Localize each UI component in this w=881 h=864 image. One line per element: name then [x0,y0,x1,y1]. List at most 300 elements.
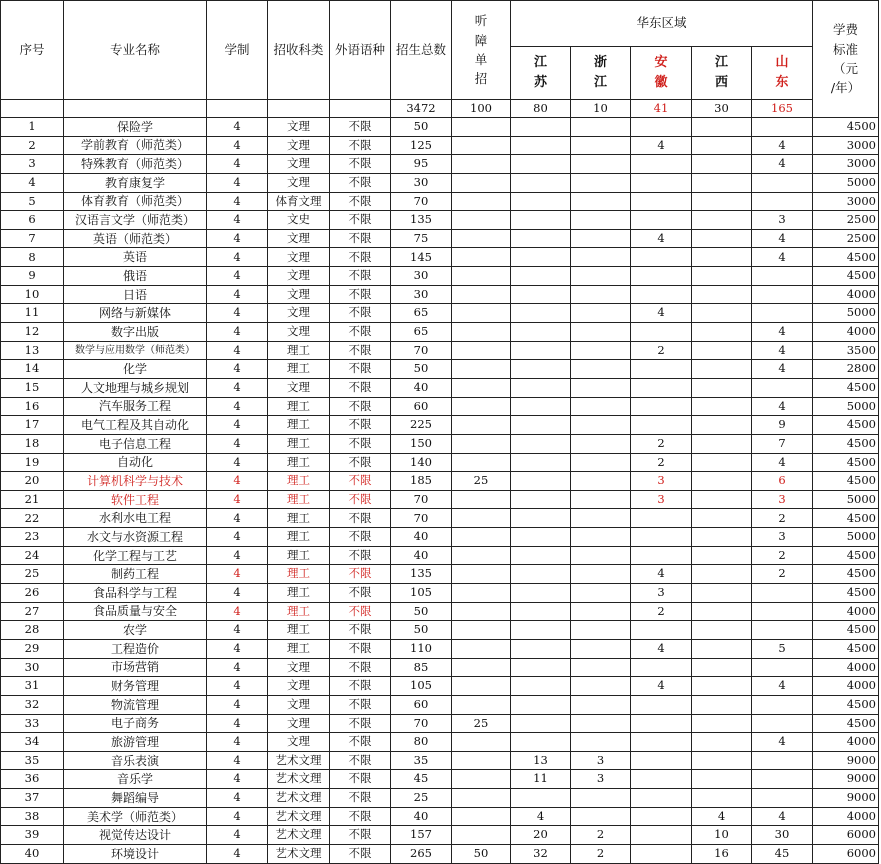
row-fee: 4000 [813,285,879,304]
row-jiangxi: 10 [692,826,752,845]
row-fee: 9000 [813,789,879,808]
major-name: 软件工程 [64,490,207,509]
row-jiangxi [692,118,752,137]
major-name: 英语（师范类） [64,229,207,248]
row-fee: 9000 [813,770,879,789]
row-anhui [631,789,692,808]
row-fee: 4500 [813,434,879,453]
row-anhui [631,397,692,416]
row-number: 16 [1,397,64,416]
row-jiangsu [511,789,571,808]
row-shandong [752,695,813,714]
row-shandong [752,789,813,808]
row-fee: 4500 [813,565,879,584]
row-jiangxi [692,658,752,677]
row-jiangxi [692,733,752,752]
totals-blank [1,100,64,118]
row-deaf [452,621,511,640]
row-anhui [631,323,692,342]
row-number: 20 [1,472,64,491]
row-anhui [631,267,692,286]
row-shandong: 9 [752,416,813,435]
row-jiangxi [692,360,752,379]
row-jiangsu: 11 [511,770,571,789]
row-years: 4 [207,751,268,770]
row-subject: 文理 [268,118,330,137]
row-jiangsu: 20 [511,826,571,845]
row-number: 36 [1,770,64,789]
row-number: 1 [1,118,64,137]
row-fee: 3000 [813,155,879,174]
row-years: 4 [207,807,268,826]
row-number: 17 [1,416,64,435]
row-deaf [452,565,511,584]
row-number: 23 [1,528,64,547]
row-total: 185 [391,472,452,491]
row-deaf [452,639,511,658]
row-jiangsu [511,248,571,267]
row-number: 12 [1,323,64,342]
row-number: 39 [1,826,64,845]
row-years: 4 [207,248,268,267]
row-shandong: 4 [752,453,813,472]
row-jiangxi [692,472,752,491]
row-language: 不限 [330,285,391,304]
row-years: 4 [207,118,268,137]
row-jiangxi [692,248,752,267]
row-deaf [452,826,511,845]
row-number: 10 [1,285,64,304]
row-total: 70 [391,714,452,733]
row-shandong: 4 [752,323,813,342]
row-language: 不限 [330,658,391,677]
row-zhejiang [571,509,631,528]
row-jiangsu [511,229,571,248]
row-jiangxi [692,453,752,472]
row-subject: 艺术文理 [268,789,330,808]
row-subject: 文理 [268,323,330,342]
row-jiangxi [692,528,752,547]
row-jiangxi [692,211,752,230]
major-name: 化学 [64,360,207,379]
row-number: 19 [1,453,64,472]
row-anhui [631,714,692,733]
major-name: 视觉传达设计 [64,826,207,845]
row-jiangsu [511,490,571,509]
major-name: 美术学（师范类） [64,807,207,826]
row-deaf [452,397,511,416]
row-shandong: 5 [752,639,813,658]
row-language: 不限 [330,453,391,472]
row-jiangxi [692,323,752,342]
table-row [1,118,879,137]
major-name: 工程造价 [64,639,207,658]
row-shandong [752,602,813,621]
row-language: 不限 [330,136,391,155]
row-deaf [452,341,511,360]
row-fee: 4500 [813,472,879,491]
row-language: 不限 [330,584,391,603]
row-zhejiang [571,695,631,714]
row-shandong: 3 [752,490,813,509]
row-language: 不限 [330,677,391,696]
row-number: 24 [1,546,64,565]
row-shandong: 4 [752,248,813,267]
row-anhui: 4 [631,677,692,696]
row-subject: 理工 [268,453,330,472]
row-jiangsu [511,416,571,435]
row-jiangxi [692,789,752,808]
row-total: 135 [391,565,452,584]
row-subject: 文理 [268,267,330,286]
row-number: 11 [1,304,64,323]
row-zhejiang [571,658,631,677]
row-deaf [452,751,511,770]
major-name: 电气工程及其自动化 [64,416,207,435]
row-deaf [452,584,511,603]
row-deaf [452,285,511,304]
row-number: 14 [1,360,64,379]
row-shandong [752,378,813,397]
row-jiangxi [692,602,752,621]
row-language: 不限 [330,733,391,752]
row-anhui [631,770,692,789]
major-name: 财务管理 [64,677,207,696]
header-years: 学制 [207,1,268,100]
row-deaf [452,136,511,155]
row-anhui [631,733,692,752]
row-subject: 理工 [268,397,330,416]
row-number: 26 [1,584,64,603]
row-language: 不限 [330,695,391,714]
row-jiangxi [692,621,752,640]
row-jiangsu [511,118,571,137]
row-years: 4 [207,584,268,603]
row-deaf [452,789,511,808]
row-fee: 2800 [813,360,879,379]
row-total: 50 [391,602,452,621]
row-number: 9 [1,267,64,286]
row-years: 4 [207,453,268,472]
row-years: 4 [207,770,268,789]
table-row [1,360,879,379]
row-anhui: 2 [631,453,692,472]
row-shandong [752,584,813,603]
row-shandong: 3 [752,528,813,547]
row-jiangxi [692,397,752,416]
totals-blank [330,100,391,118]
row-subject: 理工 [268,341,330,360]
row-number: 6 [1,211,64,230]
row-number: 3 [1,155,64,174]
row-language: 不限 [330,229,391,248]
row-years: 4 [207,621,268,640]
row-total: 70 [391,192,452,211]
row-fee: 4500 [813,378,879,397]
row-deaf [452,360,511,379]
row-total: 105 [391,584,452,603]
row-deaf [452,770,511,789]
row-years: 4 [207,378,268,397]
row-total: 70 [391,341,452,360]
major-name: 音乐学 [64,770,207,789]
row-jiangxi [692,565,752,584]
major-name: 数学与应用数学（师范类） [64,341,207,360]
row-zhejiang [571,173,631,192]
row-total: 225 [391,416,452,435]
row-years: 4 [207,341,268,360]
table-row [1,602,879,621]
row-fee: 2500 [813,211,879,230]
table-row [1,136,879,155]
row-anhui [631,658,692,677]
table-row [1,658,879,677]
row-jiangsu [511,341,571,360]
row-language: 不限 [330,173,391,192]
row-jiangxi [692,341,752,360]
row-jiangsu [511,360,571,379]
row-language: 不限 [330,267,391,286]
row-deaf [452,323,511,342]
row-fee: 4000 [813,677,879,696]
table-row [1,341,879,360]
row-jiangxi: 4 [692,807,752,826]
row-total: 30 [391,285,452,304]
row-language: 不限 [330,807,391,826]
row-zhejiang [571,360,631,379]
row-jiangsu [511,304,571,323]
row-years: 4 [207,173,268,192]
row-subject: 理工 [268,528,330,547]
table-row [1,677,879,696]
table-row [1,304,879,323]
row-shandong: 30 [752,826,813,845]
row-language: 不限 [330,323,391,342]
row-language: 不限 [330,378,391,397]
row-language: 不限 [330,397,391,416]
major-name: 英语 [64,248,207,267]
row-years: 4 [207,565,268,584]
totals-province: 165 [752,100,813,118]
row-fee: 4500 [813,546,879,565]
row-total: 105 [391,677,452,696]
row-jiangxi [692,584,752,603]
row-jiangsu [511,211,571,230]
header-province: 江 西 [692,47,752,100]
row-subject: 文理 [268,695,330,714]
row-jiangxi [692,695,752,714]
row-fee: 4500 [813,118,879,137]
row-years: 4 [207,639,268,658]
major-name: 人文地理与城乡规划 [64,378,207,397]
table-row [1,472,879,491]
table-row [1,285,879,304]
table-row [1,453,879,472]
row-language: 不限 [330,602,391,621]
row-number: 30 [1,658,64,677]
major-name: 水文与水资源工程 [64,528,207,547]
row-zhejiang [571,528,631,547]
row-anhui [631,173,692,192]
row-anhui [631,378,692,397]
row-jiangsu [511,546,571,565]
row-fee: 4500 [813,453,879,472]
row-number: 34 [1,733,64,752]
table-row [1,155,879,174]
totals-blank [268,100,330,118]
table-row [1,789,879,808]
row-fee: 4500 [813,584,879,603]
table-row [1,733,879,752]
row-number: 32 [1,695,64,714]
row-jiangsu [511,434,571,453]
row-zhejiang [571,602,631,621]
row-subject: 艺术文理 [268,770,330,789]
row-deaf [452,490,511,509]
row-years: 4 [207,733,268,752]
table-row [1,229,879,248]
major-name: 食品质量与安全 [64,602,207,621]
row-anhui [631,360,692,379]
row-language: 不限 [330,714,391,733]
major-name: 日语 [64,285,207,304]
row-total: 25 [391,789,452,808]
row-language: 不限 [330,528,391,547]
row-jiangxi [692,416,752,435]
header-seq: 序号 [1,1,64,100]
row-language: 不限 [330,341,391,360]
row-number: 18 [1,434,64,453]
row-total: 140 [391,453,452,472]
row-anhui [631,509,692,528]
row-deaf [452,453,511,472]
row-subject: 艺术文理 [268,807,330,826]
row-shandong: 4 [752,341,813,360]
row-anhui [631,621,692,640]
row-jiangsu [511,155,571,174]
row-total: 150 [391,434,452,453]
row-jiangxi [692,490,752,509]
row-subject: 文理 [268,733,330,752]
row-total: 65 [391,323,452,342]
row-number: 4 [1,173,64,192]
table-row [1,173,879,192]
row-jiangxi [692,267,752,286]
row-language: 不限 [330,155,391,174]
row-zhejiang [571,565,631,584]
row-zhejiang [571,248,631,267]
row-language: 不限 [330,826,391,845]
row-jiangxi [692,173,752,192]
totals-province: 10 [571,100,631,118]
row-years: 4 [207,472,268,491]
table-row [1,267,879,286]
row-number: 21 [1,490,64,509]
row-number: 33 [1,714,64,733]
row-deaf [452,173,511,192]
row-jiangsu [511,509,571,528]
row-deaf [452,378,511,397]
row-anhui [631,844,692,863]
row-number: 13 [1,341,64,360]
row-zhejiang [571,472,631,491]
row-number: 2 [1,136,64,155]
major-name: 音乐表演 [64,751,207,770]
header-deaf: 听 障 单 招 [452,1,511,100]
row-zhejiang [571,397,631,416]
row-years: 4 [207,826,268,845]
row-anhui [631,751,692,770]
row-fee: 5000 [813,397,879,416]
row-subject: 理工 [268,360,330,379]
row-years: 4 [207,546,268,565]
row-language: 不限 [330,304,391,323]
row-number: 25 [1,565,64,584]
row-total: 265 [391,844,452,863]
row-deaf: 25 [452,714,511,733]
row-shandong [752,621,813,640]
major-name: 制药工程 [64,565,207,584]
row-shandong [752,770,813,789]
row-anhui [631,546,692,565]
row-anhui [631,118,692,137]
row-shandong [752,173,813,192]
header-major: 专业名称 [64,1,207,100]
table-row [1,378,879,397]
major-name: 体育教育（师范类） [64,192,207,211]
row-jiangsu [511,639,571,658]
row-subject: 理工 [268,434,330,453]
row-total: 135 [391,211,452,230]
totals-deaf: 100 [452,100,511,118]
row-anhui: 4 [631,136,692,155]
row-years: 4 [207,323,268,342]
row-number: 22 [1,509,64,528]
row-anhui [631,155,692,174]
row-shandong: 2 [752,565,813,584]
row-jiangsu [511,472,571,491]
row-subject: 文理 [268,248,330,267]
row-zhejiang [571,434,631,453]
row-subject: 文理 [268,658,330,677]
row-language: 不限 [330,248,391,267]
row-subject: 理工 [268,509,330,528]
row-shandong [752,751,813,770]
row-jiangsu [511,584,571,603]
totals-total: 3472 [391,100,452,118]
row-zhejiang [571,733,631,752]
row-shandong: 4 [752,360,813,379]
table-row [1,751,879,770]
totals-province: 80 [511,100,571,118]
row-deaf [452,229,511,248]
row-subject: 艺术文理 [268,844,330,863]
row-years: 4 [207,397,268,416]
row-subject: 文理 [268,677,330,696]
row-fee: 4500 [813,267,879,286]
row-subject: 文理 [268,155,330,174]
row-jiangsu [511,323,571,342]
row-zhejiang [571,341,631,360]
row-jiangsu [511,658,571,677]
major-name: 教育康复学 [64,173,207,192]
row-deaf [452,248,511,267]
row-jiangxi: 16 [692,844,752,863]
row-years: 4 [207,490,268,509]
row-years: 4 [207,155,268,174]
row-years: 4 [207,360,268,379]
row-jiangsu [511,173,571,192]
